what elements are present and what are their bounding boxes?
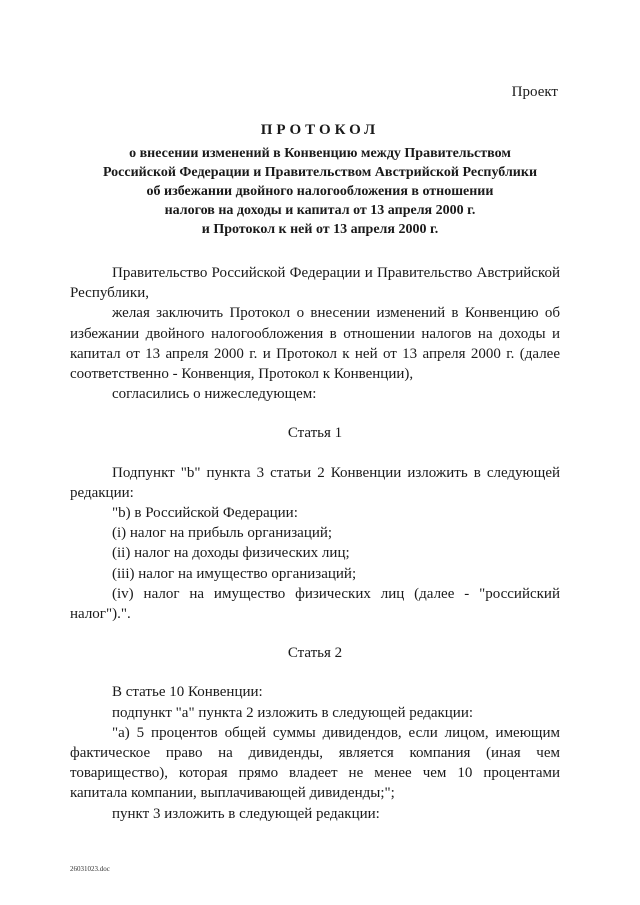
article-1-heading: Статья 1 bbox=[287, 425, 343, 442]
article-1-intro: Подпункт "b" пункта 3 статьи 2 Конвенции изложить в следующей редакции: bbox=[70, 464, 560, 501]
preamble-agreement: согласились о нижеследующем: bbox=[112, 386, 317, 403]
preamble-parties: Правительство Российской Федерации и Правительство Австрийской Республики, bbox=[70, 265, 560, 302]
file-name-footer: 26031023.doc bbox=[70, 865, 110, 873]
article-2-heading: Статья 2 bbox=[287, 645, 343, 662]
article-1-line: (iii) налог на имущество организаций; bbox=[112, 565, 357, 582]
subtitle-line: Российской Федерации и Правительством Австрийской Республики bbox=[102, 165, 538, 180]
article-2-line: "a) 5 процентов общей суммы дивидендов, если лицом, имеющим фактическое право на дивиденды, является компания (иная чем товарищество), которая прямо владеет не менее чем 10 процентами капитала компании, выплачивающей дивиденды;"; bbox=[70, 724, 560, 802]
article-2-line: пункт 3 изложить в следующей редакции: bbox=[112, 805, 380, 822]
document-title: ПРОТОКОЛ bbox=[260, 122, 380, 138]
document-body bbox=[70, 263, 560, 824]
article-1-line: (ii) налог на доходы физических лиц; bbox=[112, 545, 350, 562]
article-2-line: В статье 10 Конвенции: bbox=[112, 684, 263, 701]
subtitle-line: о внесении изменений в Конвенцию между Правительством bbox=[129, 146, 511, 161]
subtitle-line: об избежании двойного налогообложения в отношении bbox=[146, 184, 494, 199]
article-1-line: (i) налог на прибыль организаций; bbox=[112, 525, 333, 542]
document-subtitle bbox=[60, 144, 580, 239]
article-2-line: подпункт "a" пункта 2 изложить в следующей редакции: bbox=[112, 704, 474, 721]
article-1-line: "b) в Российской Федерации: bbox=[112, 505, 298, 522]
subtitle-line: налогов на доходы и капитал от 13 апреля 2000 г. bbox=[164, 203, 476, 218]
preamble-intent: желая заключить Протокол о внесении изменений в Конвенцию об избежании двойного налогообложения в отношении налогов на доходы и капитал от 13 апреля 2000 г. и Протокол к ней от 13 апреля 2000 г. (далее соответственно - Конвенция, Протокол к Конвенции), bbox=[70, 305, 560, 383]
article-1-line: (iv) налог на имущество физических лиц (далее - "российский налог").". bbox=[70, 585, 560, 623]
draft-label: Проект bbox=[511, 84, 558, 100]
subtitle-line: и Протокол к ней от 13 апреля 2000 г. bbox=[201, 222, 439, 237]
